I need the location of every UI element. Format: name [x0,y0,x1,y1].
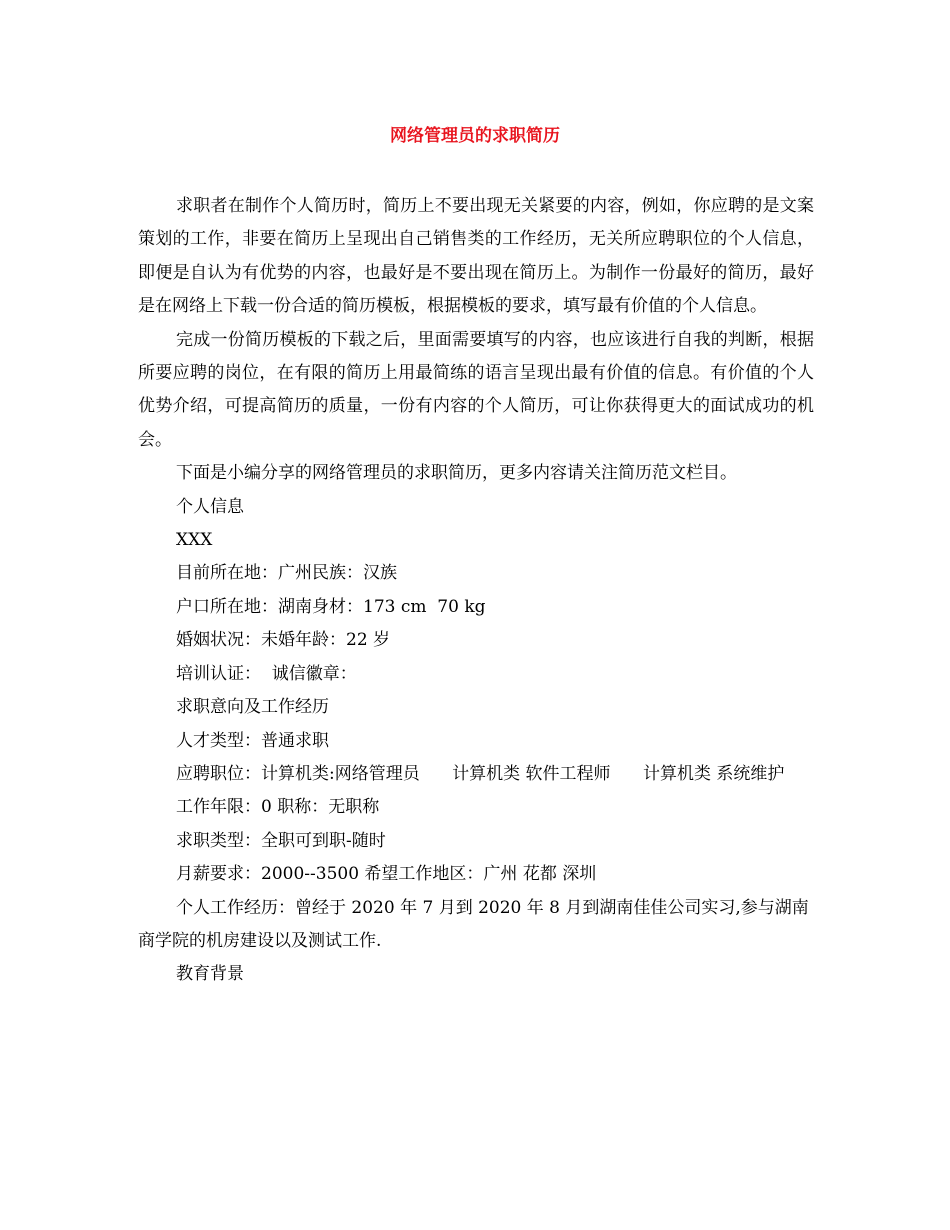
section-heading-personal-info: 个人信息 [176,496,244,517]
field-talent-type: 人才类型：普通求职 [176,730,329,751]
intro-paragraph-2: 完成一份简历模板的下载之后，里面需要填写的内容，也应该进行自我的判断，根据所要应聘的岗位，在有限的简历上用最简练的语言呈现出最有价值的信息。有价值的个人优势介绍，可提高简历的质量，一份有内容的个人简历，可让你获得更大的面试成功的机会。 [138,329,814,450]
document-title: 网络管理员的求职简历 [390,126,560,146]
field-location-ethnicity: 目前所在地：广州民族：汉族 [176,563,397,584]
field-hukou-physique: 户口所在地：湖南身材：173 cm 70 kg [176,596,486,617]
field-salary-region: 月薪要求：2000--3500 希望工作地区：广州 花都 深圳 [176,864,597,885]
intro-paragraph-1: 求职者在制作个人简历时，简历上不要出现无关紧要的内容，例如，你应聘的是文案策划的工作，非要在简历上呈现出自己销售类的工作经历，无关所应聘职位的个人信息，即便是自认为有优势的内容，也最好是不要出现在简历上。为制作一份最好的简历，最好是在网络上下载一份合适的简历模板，根据模板的要求，填写最有价值的个人信息。 [138,196,814,317]
intro-paragraph-3: 下面是小编分享的网络管理员的求职简历，更多内容请关注简历范文栏目。 [176,463,737,484]
field-work-experience: 个人工作经历：曾经于 2020 年 7 月到 2020 年 8 月到湖南佳佳公司实习,参与湖南商学院的机房建设以及测试工作. [138,897,809,951]
section-heading-job-intention: 求职意向及工作经历 [176,697,329,718]
field-certification: 培训认证： 诚信徽章： [176,663,357,684]
field-work-years-title: 工作年限：0 职称：无职称 [176,797,380,818]
field-name: XXX [176,530,213,551]
field-job-type: 求职类型：全职可到职-随时 [176,830,386,851]
field-applied-positions: 应聘职位：计算机类:网络管理员 计算机类 软件工程师 计算机类 系统维护 [176,763,785,784]
document-body [138,190,814,992]
field-marital-age: 婚姻状况：未婚年龄：22 岁 [176,630,391,651]
section-heading-education: 教育背景 [176,964,244,985]
